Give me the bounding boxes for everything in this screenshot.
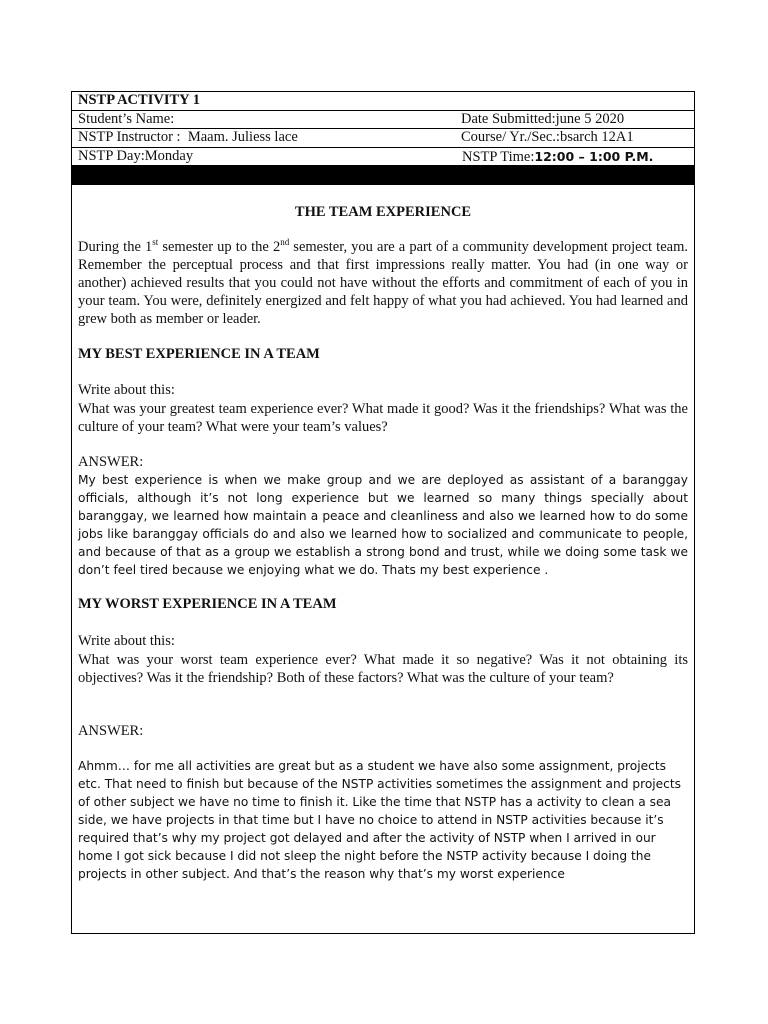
course <box>461 129 634 146</box>
worst-experience-heading: MY WORST EXPERIENCE IN A TEAM <box>78 596 337 612</box>
worst-answer: Ahmm… for me all activities are great but as a student we have also some assignment, projects etc. That need to finish but because of the NSTP activities sometimes the assignment and projects of other subject we have no time to finish it. Like the time that NSTP has a activity to clean a sea side, we have projects in that time but I have no choice to attend in NSTP activities because it’s required that’s why my project got delayed and after the activity of NSTP when I arrived in our home I got sick because I did not sleep the night before the NSTP activity because I doing the projects in other subject. And that’s the reason why that’s my worst experience <box>78 759 682 881</box>
activity-title: NSTP ACTIVITY 1 <box>78 92 200 108</box>
intro-part3: semester, you are a part of a community development project team. Remember the perceptual process and that first impressions really matter. You had (in one way or another) achieved results that you could not have without the efforts and commitment of each of you in your team. You were, definitely energized and felt happy of what you had achieved. You had learned and grew both as member or leader. <box>78 239 688 327</box>
course-label: Course/ Yr./Sec.: <box>461 129 560 145</box>
worst-answer-label: ANSWER: <box>78 723 144 739</box>
intro-sup1: st <box>152 237 159 248</box>
intro-sup2: nd <box>280 237 290 248</box>
best-answer-label: ANSWER: <box>78 454 144 470</box>
worst-write-about: Write about this: <box>78 633 175 649</box>
header-row-day <box>72 148 694 167</box>
activity-form <box>71 91 695 934</box>
intro-paragraph <box>78 238 688 328</box>
course-value: bsarch 12A1 <box>559 129 634 145</box>
instructor-label: NSTP Instructor : <box>78 129 188 145</box>
best-experience-heading: MY BEST EXPERIENCE IN A TEAM <box>78 346 320 362</box>
date-submitted-label: Date Submitted: <box>461 110 556 127</box>
date-submitted-value: june 5 2020 <box>555 110 625 127</box>
header-row-instructor <box>72 129 694 148</box>
nstp-time <box>462 148 653 166</box>
header-title-row <box>72 92 694 111</box>
nstp-day <box>78 148 193 165</box>
instructor-value: Maam. Juliess lace <box>187 129 298 145</box>
date-submitted <box>461 111 624 128</box>
best-question: What was your greatest team experience ever? What made it good? Was it the friendships? What was the culture of your team? What were your team’s values? <box>78 401 688 435</box>
time-value: 12:00 – 1:00 P.M. <box>534 148 654 164</box>
document-title: THE TEAM EXPERIENCE <box>294 204 472 220</box>
best-answer: My best experience is when we make group and we are deployed as assistant of a baranggay officials, although it’s not long experience but we learned so many things specially about baranggay, we learned how maintain a peace and cleanliness and also we learned how to do some jobs like baranggay officials do and also we learned how to socialized and communicate to people, and because of that as a group we establish a strong bond and trust, while we doing some task we don’t feel tired because we enjoying what we do. Thats my best experience . <box>78 473 688 577</box>
student-name-label: Student’s Name: <box>78 110 175 127</box>
worst-question: What was your worst team experience ever? What made it so negative? Was it not obtaining its objectives? Was it the friendship? Both of these factors? What was the culture of your team? <box>78 652 688 686</box>
black-divider-bar <box>72 166 694 185</box>
instructor <box>78 129 298 146</box>
time-label: NSTP Time: <box>462 148 535 165</box>
header-row-student <box>72 111 694 130</box>
intro-part1: During the 1 <box>78 239 153 255</box>
best-write-about: Write about this: <box>78 382 175 398</box>
intro-part2: semester up to the 2 <box>158 239 281 255</box>
day-value: Monday <box>144 147 194 164</box>
day-label: NSTP Day: <box>78 147 145 164</box>
